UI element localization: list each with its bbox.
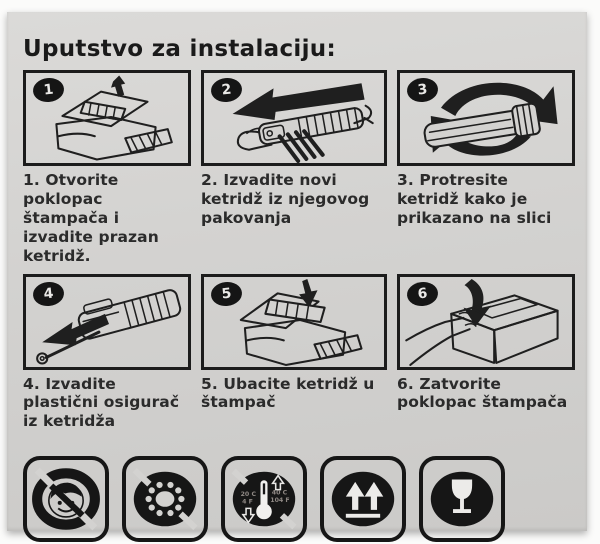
step-number-badge: 6	[406, 280, 439, 307]
instruction-leaflet	[7, 12, 587, 531]
step-5-caption: 5. Ubacite ketridž u štampač	[201, 374, 375, 412]
step-number-badge: 4	[32, 280, 65, 307]
step-number-badge: 5	[210, 280, 243, 307]
step-4-box	[23, 274, 191, 370]
svg-text:4 F: 4 F	[242, 498, 253, 506]
step-2-caption: 2. Izvadite novi ketridž iz njegovog pakovanja	[201, 171, 370, 227]
step-number-badge: 3	[406, 76, 439, 103]
step-number-badge: 1	[32, 76, 65, 103]
step-4-caption: 4. Izvadite plastični osigurač iz ketridža	[23, 374, 180, 431]
step-3	[397, 70, 575, 266]
svg-text:104 F: 104 F	[270, 497, 290, 505]
step-4	[23, 274, 191, 432]
step-1-box	[23, 70, 191, 166]
step-3-caption: 3. Protresite ketridž kako je prikazano na slici	[397, 171, 552, 227]
step-6	[397, 274, 575, 432]
step-3-box	[397, 70, 575, 166]
step-1-caption: 1. Otvorite poklopac štampača i izvadite prazan ketridž.	[23, 171, 159, 265]
step-2	[201, 70, 387, 266]
step-5-box	[201, 274, 387, 370]
fragile-icon	[419, 456, 505, 542]
step-6-box	[397, 274, 575, 370]
step-6-caption: 6. Zatvorite poklopac štampača	[397, 374, 568, 412]
step-5	[201, 274, 387, 432]
keep-away-from-sunlight-icon	[122, 456, 208, 542]
steps-grid	[23, 70, 587, 431]
keep-away-from-children-icon	[23, 456, 109, 542]
svg-text:40 C: 40 C	[271, 489, 288, 497]
step-2-box	[201, 70, 387, 166]
step-number-badge: 2	[210, 76, 243, 103]
warning-icons-row	[23, 456, 587, 542]
temperature-range-icon	[221, 456, 307, 542]
svg-text:20 C: 20 C	[240, 491, 257, 499]
step-1	[23, 70, 191, 266]
this-side-up-icon	[320, 456, 406, 542]
page-title: Uputstvo za instalaciju:	[23, 36, 336, 62]
